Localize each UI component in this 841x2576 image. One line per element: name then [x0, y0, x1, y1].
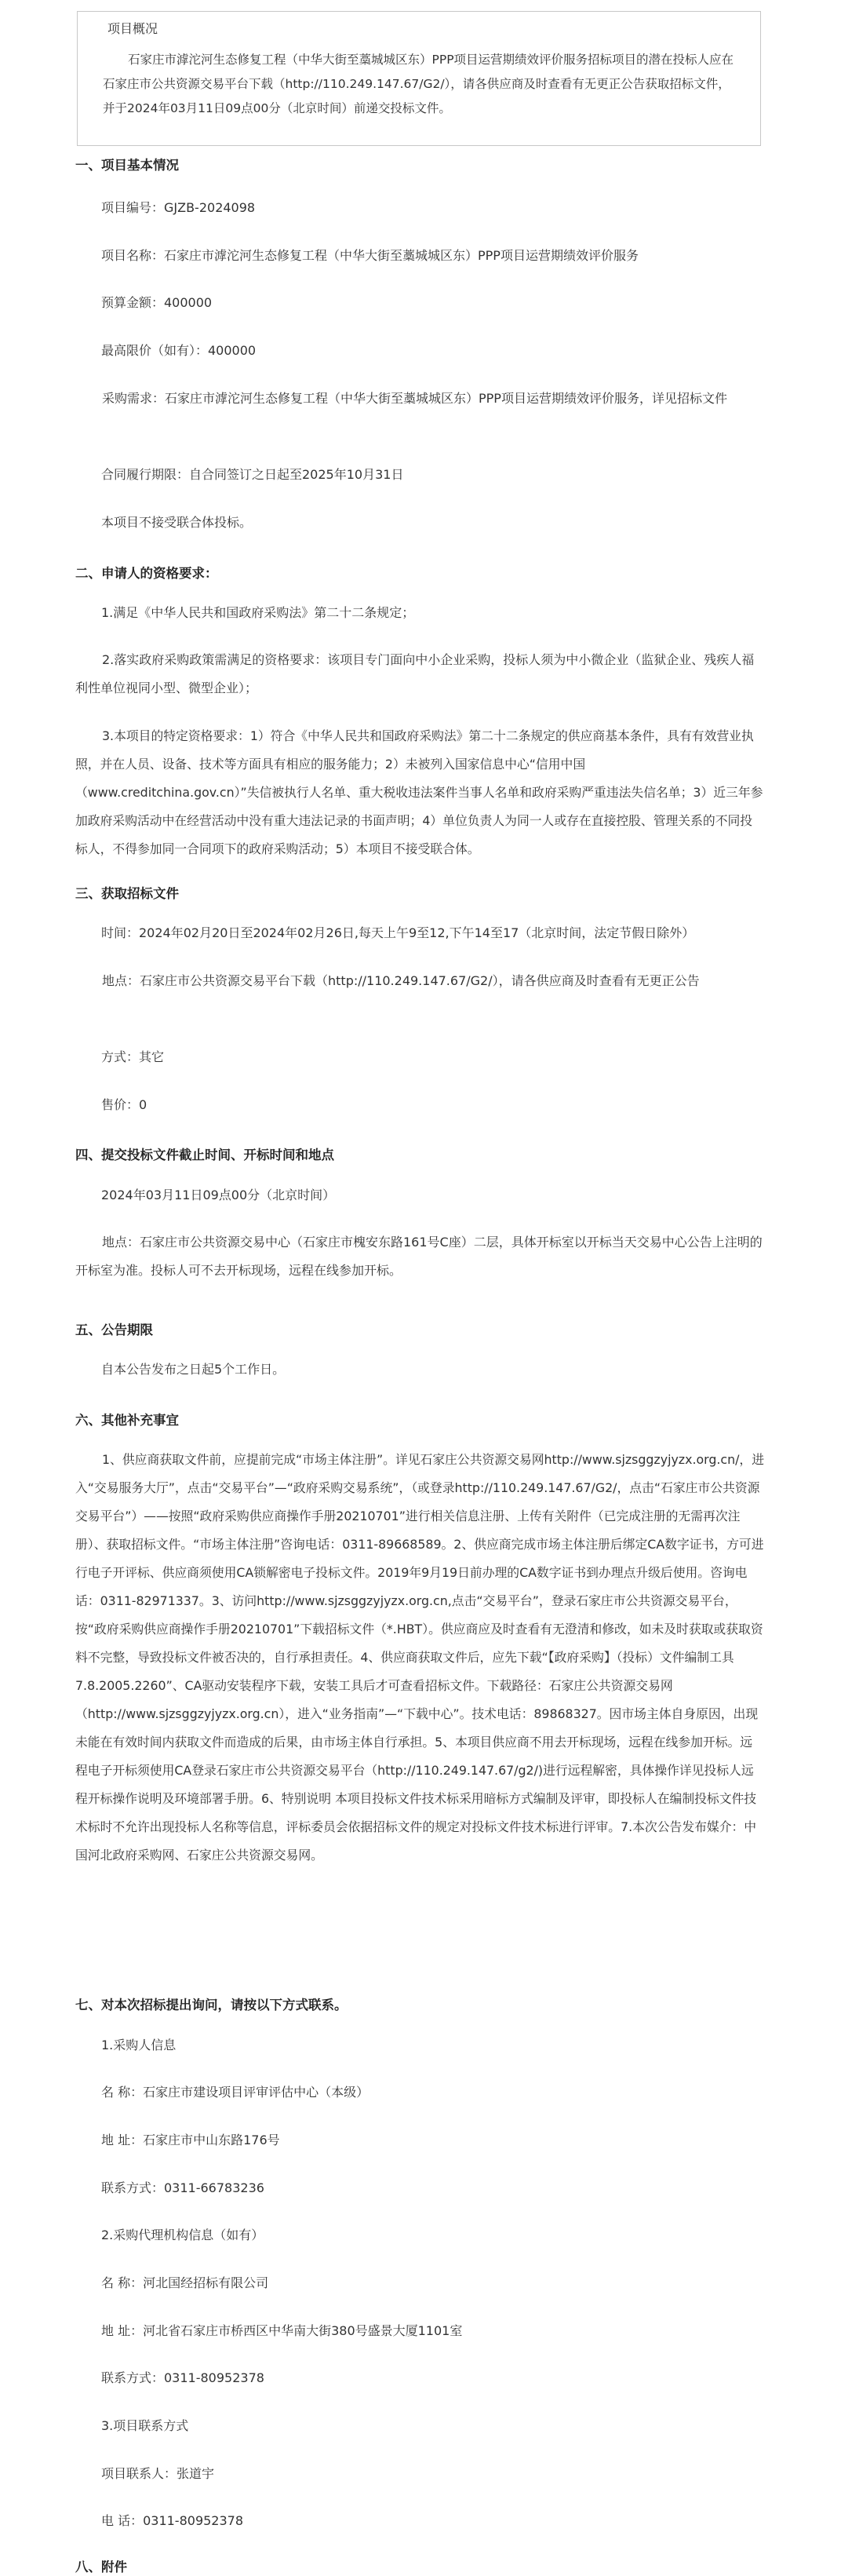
announcement-body — [75, 11, 765, 2574]
requirement-1: 1.满足《中华人民共和国政府采购法》第二十二条规定； — [101, 605, 415, 620]
section-heading-7: 七、对本次招标提出询问，请按以下方式联系。 — [75, 1998, 348, 2012]
supplementary-text: 1、供应商获取文件前，应提前完成“市场主体注册”。详见石家庄公共资源交易网http://www.sjzsggzyjyzx.org.cn/，进入“交易服务大厅”，点击“交易平台”—“政府采购交易系统”，（或登录http://110.249.147.67/G2/，点击“石家庄市公共资源交易平台”）——按照“政府采购供应商操作手册20210701”进行相关信息注册、上传有关附件（已完成注册的无需再次注册）、获取招标文件。“市场主体注册”咨询电话：0311-89668589。2、供应商完成市场主体注册后绑定CA数字证书，方可进行电子开评标、供应商须使用CA锁解密电子投标文件。2019年9月19日前办理的CA数字证书到办理点升级后使用。咨询电话：0311-82971337。3、访问http://www.sjzsggzyjyzx.org.cn,点击“交易平台”，登录石家庄市公共资源交易平台，按“政府采购供应商操作手册20210701”下载招标文件（*.HBT）。供应商应及时查看有无澄清和修改，如未及时获取或获取资料不完整，导致投标文件被否决的，自行承担责任。4、供应商获取文件后，应先下载“【政府采购】（投标）文件编制工具7.8.2005.2260”、CA驱动安装程序下载，安装工具后才可查看招标文件。下载路径：石家庄公共资源交易网（http://www.sjzsggzyjyzx.org.cn），进入“业务指南”—“下载中心”。技术电话：89868327。因市场主体自身原因，出现未能在有效时间内获取文件而造成的后果，由市场主体自行承担。5、本项目供应商不用去开标现场，远程在线参加开标。远程电子开标须使用CA登录石家庄市公共资源交易平台（http://110.249.147.67/g2/)进行远程解密，具体操作详见投标人远程开标操作说明及环境部署手册。6、特别说明 本项目投标文件技术标采用暗标方式编制及评审，即投标人在编制投标文件技术标时不允许出现投标人名称等信息，评标委员会依据招标文件的规定对投标文件技术标进行评审。7.本次公告发布媒介：中国河北政府采购网、石家庄公共资源交易网。 — [75, 1452, 765, 1863]
project-name: 项目名称：石家庄市滹沱河生态修复工程（中华大街至藁城城区东）PPP项目运营期绩效评价服务 — [101, 248, 639, 263]
agent-name: 名 称：河北国经招标有限公司 — [101, 2275, 269, 2290]
contact-phone: 电 话：0311-80952378 — [101, 2513, 244, 2528]
project-no: 项目编号：GJZB-2024098 — [101, 200, 256, 215]
section-heading-8: 八、附件 — [75, 2560, 127, 2574]
joint-bid-note: 本项目不接受联合体投标。 — [101, 515, 253, 530]
contact-title: 3.项目联系方式 — [101, 2418, 189, 2433]
buyer-name: 名 称：石家庄市建设项目评审评估中心（本级） — [101, 2085, 370, 2100]
buyer-title: 1.采购人信息 — [101, 2038, 177, 2052]
overview-box — [77, 11, 761, 146]
budget: 预算金额：400000 — [101, 295, 213, 310]
deadline-place: 地点：石家庄市公共资源交易中心（石家庄市槐安东路161号C座）二层，具体开标室以开标当天交易中心公告上注明的开标室为准。投标人可不去开标现场，远程在线参加开标。 — [75, 1235, 763, 1278]
section-heading-2: 二、申请人的资格要求： — [75, 566, 218, 581]
contract-term: 合同履行期限：自合同签订之日起至2025年10月31日 — [101, 467, 404, 482]
contact-person: 项目联系人：张道宇 — [101, 2466, 215, 2481]
section-heading-4: 四、提交投标文件截止时间、开标时间和地点 — [75, 1148, 334, 1162]
obtain-price: 售价：0 — [101, 1097, 147, 1112]
requirement-3: 3.本项目的特定资格要求：1）符合《中华人民共和国政府采购法》第二十二条规定的供应商基本条件，具有有效营业执照，并在人员、设备、技术等方面具有相应的服务能力；2）未被列入国家信息中心“信用中国（www.creditchina.gov.cn）”失信被执行人名单、重大税收违法案件当事人名单和政府采购严重违法失信名单；3）近三年参加政府采购活动中在经营活动中没有重大违法记录的书面声明；4）单位负责人为同一人或存在直接控股、管理关系的不同投标人，不得参加同一合同项下的政府采购活动；5）本项目不接受联合体。 — [75, 728, 763, 856]
buyer-address: 地 址：石家庄市中山东路176号 — [101, 2133, 280, 2147]
agent-phone: 联系方式：0311-80952378 — [101, 2370, 264, 2385]
demand: 采购需求：石家庄市滹沱河生态修复工程（中华大街至藁城城区东）PPP项目运营期绩效评价服务，详见招标文件 — [102, 391, 727, 406]
deadline-time: 2024年03月11日09点00分（北京时间） — [101, 1188, 336, 1202]
max-price: 最高限价（如有）：400000 — [101, 343, 257, 358]
overview-title: 项目概况 — [107, 21, 158, 36]
section-heading-5: 五、公告期限 — [75, 1323, 153, 1337]
agent-address: 地 址：河北省石家庄市桥西区中华南大街380号盛景大厦1101室 — [101, 2323, 463, 2338]
section-heading-3: 三、获取招标文件 — [75, 886, 179, 901]
requirement-2: 2.落实政府采购政策需满足的资格要求：该项目专门面向中小企业采购，投标人须为中小微企业（监狱企业、残疾人福利性单位视同小型、微型企业）； — [75, 652, 755, 695]
notice-period: 自本公告发布之日起5个工作日。 — [101, 1362, 286, 1377]
buyer-phone: 联系方式：0311-66783236 — [101, 2180, 264, 2195]
obtain-time: 时间：2024年02月20日至2024年02月26日,每天上午9至12,下午14至17（北京时间，法定节假日除外） — [101, 925, 695, 940]
section-heading-1: 一、项目基本情况 — [75, 158, 179, 173]
obtain-place: 地点：石家庄市公共资源交易平台下载（http://110.249.147.67/G2/），请各供应商及时查看有无更正公告 — [102, 973, 700, 988]
section-heading-6: 六、其他补充事宜 — [75, 1413, 179, 1428]
overview-text: 石家庄市滹沱河生态修复工程（中华大街至藁城城区东）PPP项目运营期绩效评价服务招标项目的潜在投标人应在石家庄市公共资源交易平台下载（http://110.249.147.67/G2/），请各供应商及时查看有无更正公告获取招标文件，并于2024年03月11日09点00分（北京时间）前递交投标文件。 — [103, 53, 734, 115]
obtain-method: 方式：其它 — [101, 1049, 165, 1064]
agent-title: 2.采购代理机构信息（如有） — [101, 2228, 264, 2242]
